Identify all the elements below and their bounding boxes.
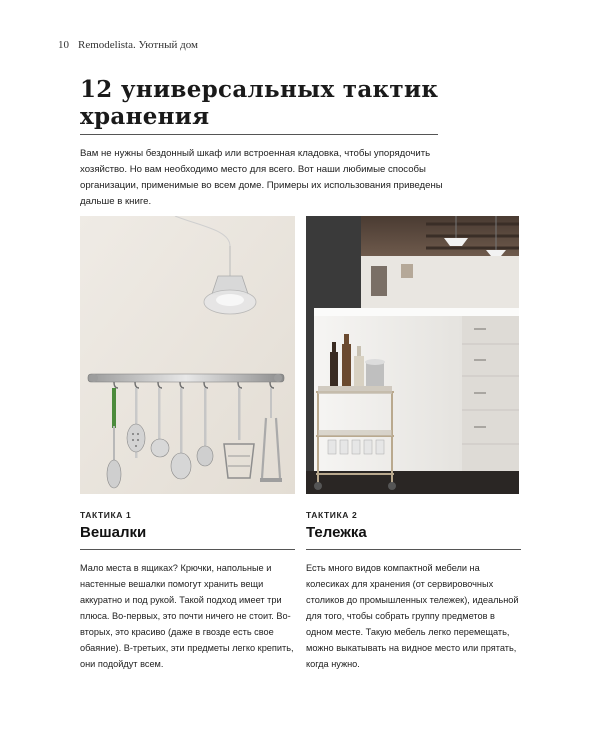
tactic-2-title: Тележка bbox=[306, 524, 367, 541]
tactic-1-kicker: ТАКТИКА 1 bbox=[80, 510, 132, 520]
tactic-2-kicker: ТАКТИКА 2 bbox=[306, 510, 358, 520]
tactic-2-text: Есть много видов компактной мебели на колесиках для хранения (от сервировочных столиков до промышленных тележек), идеальной для того, чтобы собрать группу предметов в одном месте. Такую мебель легко перемещать, можно выкатывать на видное место или прятать, когда нужно. bbox=[306, 563, 519, 669]
running-title: Remodelista. Уютный дом bbox=[78, 39, 198, 51]
page-title-line-1: 12 универсальных тактик bbox=[80, 76, 439, 103]
intro-paragraph: Вам не нужны бездонный шкаф или встроенная кладовка, чтобы упорядочить хозяйство. Но вам необходимо место для всего. Вот наши любимые способы организации, применимые во всем доме. Примеры их использования приведены дальше в книге. bbox=[80, 148, 443, 207]
running-header bbox=[58, 39, 198, 51]
title-divider bbox=[80, 134, 438, 135]
utensil-rail-photo bbox=[80, 216, 295, 494]
tactic-1-title: Вешалки bbox=[80, 524, 147, 541]
page-title bbox=[80, 76, 460, 130]
utensil-rail-illustration bbox=[80, 216, 295, 494]
page-title-line-2: хранения bbox=[80, 103, 210, 130]
tactic-1-divider bbox=[80, 549, 295, 550]
tactic-2-section bbox=[306, 510, 521, 672]
tactic-1-text: Мало места в ящиках? Крючки, напольные и настенные вешалки помогут хранить вещи аккуратно и под рукой. Такой подход имеет три плюса. Во-первых, это почти ничего не стоит. Во-вторых, это красиво (даже в гвозде есть свое обаяние). В-третьих, эти предметы легко крепить, они подойдут всем. bbox=[80, 563, 294, 669]
tactic-1-section bbox=[80, 510, 295, 672]
tactic-2-divider bbox=[306, 549, 521, 550]
bar-cart-photo bbox=[306, 216, 519, 494]
page-number: 10 bbox=[58, 39, 69, 51]
bar-cart-illustration bbox=[306, 216, 519, 494]
